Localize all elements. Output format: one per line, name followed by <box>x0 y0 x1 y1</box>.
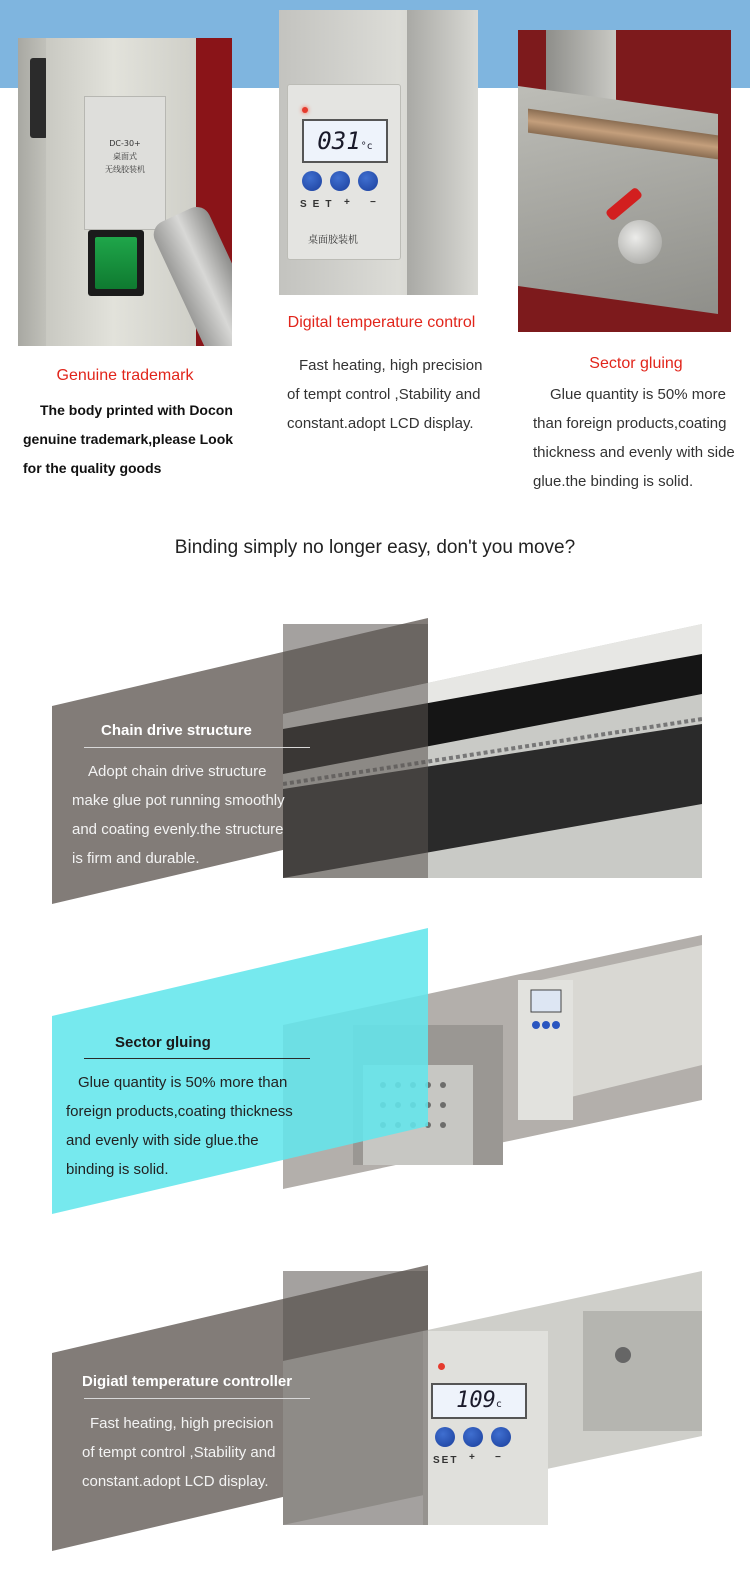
body-line: of tempt control ,Stability and <box>82 1444 276 1461</box>
label-line-2: 桌面式 <box>113 152 137 161</box>
key-label-minus: − <box>370 197 382 208</box>
caption-line: The body printed with Docon <box>40 402 233 418</box>
caption-line: thickness and evenly with side <box>533 444 735 461</box>
caption-body-sector <box>518 380 750 496</box>
indicator-led <box>302 107 308 113</box>
body-line: and coating evenly.the structure <box>72 821 284 838</box>
body-line: Fast heating, high precision <box>90 1415 274 1432</box>
body-line: constant.adopt LCD display. <box>82 1473 269 1490</box>
block-2-body <box>66 1068 296 1184</box>
plus-key-icon <box>463 1427 483 1447</box>
controller-brand: 桌面胶装机 <box>308 235 358 246</box>
controller-plate <box>287 84 401 260</box>
caption-line: for the quality goods <box>23 460 162 476</box>
trademark-label <box>84 96 166 230</box>
set-key-icon <box>302 171 322 191</box>
key-label-set: SET <box>300 199 338 210</box>
block-2-divider <box>84 1058 310 1059</box>
caption-line: glue.the binding is solid. <box>533 473 694 490</box>
caption-line: Fast heating, high precision <box>299 357 483 374</box>
body-line: Glue quantity is 50% more than <box>78 1074 288 1091</box>
block-1-title: Chain drive structure <box>101 722 252 739</box>
controller-led <box>438 1363 445 1370</box>
temperature-controller-wide-photo <box>283 1271 702 1525</box>
caption-body-trademark <box>18 396 248 483</box>
lcd-unit: °c <box>360 141 373 152</box>
temperature-control-photo <box>279 10 478 295</box>
trademark-photo <box>18 38 232 346</box>
lcd-value: 031 <box>317 127 361 155</box>
minus-key-icon <box>358 171 378 191</box>
caption-body-temperature <box>279 351 494 438</box>
sector-gluing-photo <box>518 30 731 332</box>
caption-line: genuine trademark,please Look <box>23 431 234 447</box>
caption-line: of tempt control ,Stability and <box>287 386 481 403</box>
controller-lcd-unit: c <box>495 1399 502 1410</box>
block-3-body <box>82 1409 302 1496</box>
block-1-divider <box>84 747 310 748</box>
label-model: DC-30+ <box>109 139 141 148</box>
chain-drive-photo <box>283 624 702 878</box>
key-label-set: SET <box>433 1455 459 1466</box>
caption-line: constant.adopt LCD display. <box>287 415 474 432</box>
key-label-plus: + <box>469 1452 481 1463</box>
body-line: binding is solid. <box>66 1161 169 1178</box>
key-label-plus: + <box>344 197 356 208</box>
machine-side <box>407 10 478 295</box>
label-line-3: 无线胶装机 <box>105 165 145 174</box>
controller-lcd <box>431 1383 527 1419</box>
block-2-title: Sector gluing <box>115 1034 211 1051</box>
caption-line: than foreign products,coating <box>533 415 727 432</box>
set-key-icon <box>435 1427 455 1447</box>
block-1-body <box>72 757 292 873</box>
caption-title-trademark: Genuine trademark <box>56 367 194 384</box>
chain-drive-illustration <box>283 624 702 878</box>
minus-key-icon <box>491 1427 511 1447</box>
headline: Binding simply no longer easy, don't you move? <box>174 537 576 558</box>
body-line: and evenly with side glue.the <box>66 1132 259 1149</box>
caption-title-temperature: Digital temperature control <box>287 314 476 331</box>
body-line: foreign products,coating thickness <box>66 1103 293 1120</box>
block-3-divider <box>84 1398 310 1399</box>
body-line: Adopt chain drive structure <box>88 763 267 780</box>
glue-cap <box>618 220 662 264</box>
caption-line: Glue quantity is 50% more <box>550 386 726 403</box>
body-line: is firm and durable. <box>72 850 200 867</box>
key-label-minus: − <box>495 1452 507 1463</box>
caption-title-sector: Sector gluing <box>589 355 683 372</box>
block-3-title: Digiatl temperature controller <box>82 1373 293 1390</box>
body-line: make glue pot running smoothly <box>72 792 285 809</box>
controller-lcd-value: 109 <box>456 1388 496 1413</box>
lcd-display <box>302 119 388 163</box>
plus-key-icon <box>330 171 350 191</box>
power-switch <box>88 230 144 296</box>
